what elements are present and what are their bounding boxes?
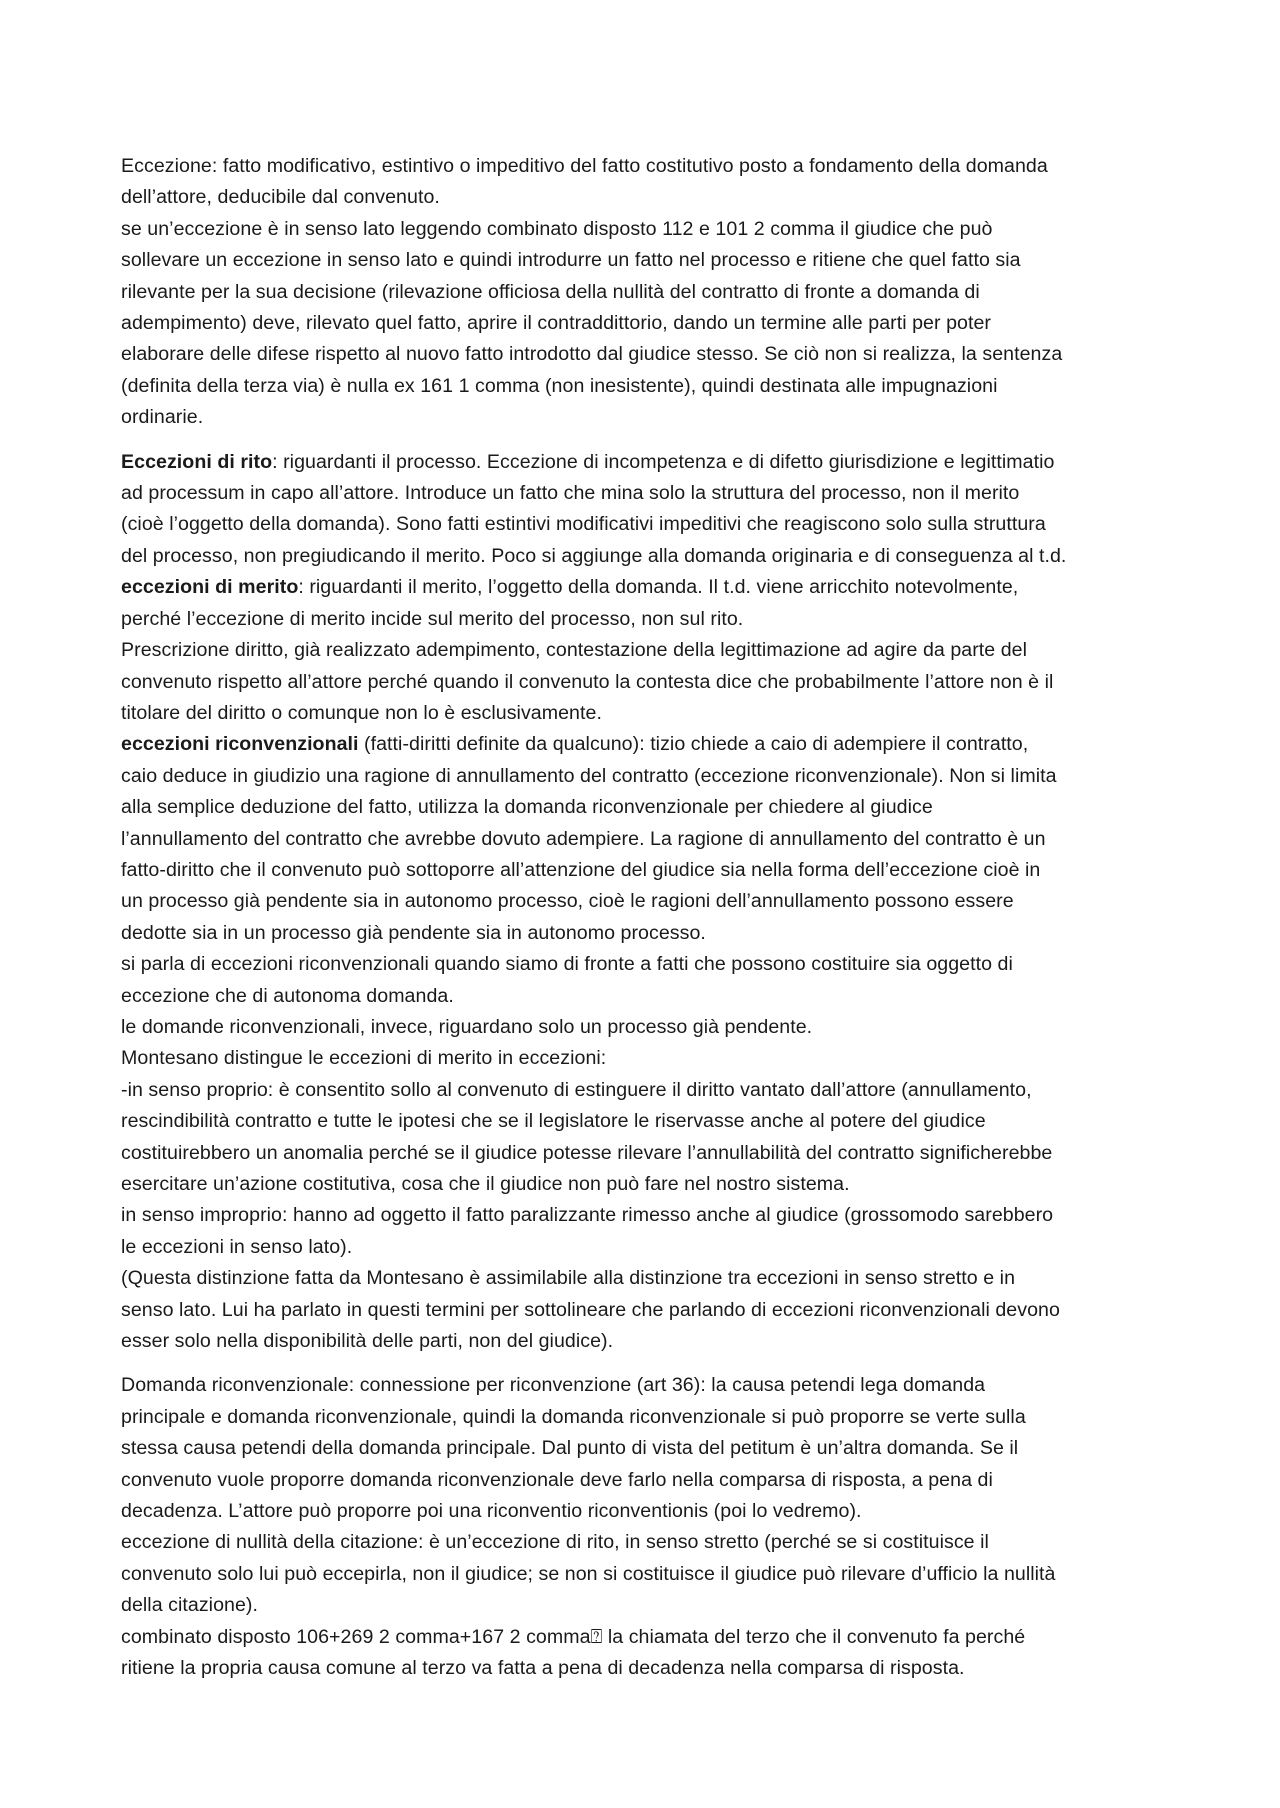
text-line <box>121 1043 1171 1074</box>
text-line <box>121 509 1171 540</box>
text-line <box>121 635 1171 666</box>
text-line <box>121 447 1171 478</box>
paragraph <box>121 151 1171 434</box>
text-line <box>121 1169 1171 1200</box>
text-line <box>121 1370 1171 1401</box>
text-run: se un’eccezione è in senso lato leggendo combinato disposto 112 e 101 2 comma il giudice che può <box>121 217 993 240</box>
text-line <box>121 1263 1171 1294</box>
text-line <box>121 824 1171 855</box>
text-line <box>121 698 1171 729</box>
text-line <box>121 151 1171 182</box>
text-run: Eccezione: fatto modificativo, estintivo o impeditivo del fatto costitutivo posto a fondamento della domanda <box>121 155 1048 177</box>
text-run: le domande riconvenzionali, invece, riguardano solo un processo già pendente. <box>121 1015 813 1038</box>
text-line <box>121 1106 1171 1137</box>
text-run: ordinarie. <box>121 406 204 429</box>
text-run: caio deduce in giudizio una ragione di annullamento del contratto (eccezione riconvenzionale). Non si limita <box>121 764 1057 787</box>
text-run: eccezione di nullità della citazione: è un’eccezione di rito, in senso stretto (perché se si costituisce il <box>121 1531 989 1554</box>
text-line <box>121 1590 1171 1621</box>
text-run: dedotte sia in un processo già pendente sia in autonomo processo. <box>121 921 706 944</box>
text-run: principale e domanda riconvenzionale, quindi la domanda riconvenzionale si può proporre se verte sulla <box>121 1405 1026 1428</box>
text-run: esercitare un’azione costitutiva, cosa che il giudice non può fare nel nostro sistema. <box>121 1173 850 1195</box>
text-run: (cioè l’oggetto della domanda). Sono fatti estintivi modificativi impeditivi che reagiscono solo sulla struttura <box>121 513 1046 536</box>
text-run: si parla di eccezioni riconvenzionali quando siamo di fronte a fatti che possono costituire sia oggetto di <box>121 953 1013 976</box>
text-line <box>121 1433 1171 1464</box>
text-run: -in senso proprio: è consentito sollo al convenuto di estinguere il diritto vantato dall’attore (annullamento, <box>121 1078 1032 1101</box>
paragraph <box>121 1370 1171 1684</box>
text-line <box>121 1496 1171 1527</box>
text-run: dell’attore, deducibile dal convenuto. <box>121 186 440 209</box>
text-line <box>121 1653 1171 1684</box>
text-line <box>121 855 1171 886</box>
text-run: adempimento) deve, rilevato quel fatto, aprire il contraddittorio, dando un termine alle parti per poter <box>121 312 991 335</box>
text-line <box>121 761 1171 792</box>
text-line <box>121 1559 1171 1590</box>
text-line <box>121 729 1171 760</box>
text-line <box>121 478 1171 509</box>
text-run: un processo già pendente sia in autonomo processo, cioè le ragioni dell’annullamento possono essere <box>121 890 1014 913</box>
text-line <box>121 1402 1171 1433</box>
bold-term: eccezioni riconvenzionali <box>121 733 359 756</box>
text-run: fatto-diritto che il convenuto può sottoporre all’attenzione del giudice sia nella forma dell’eccezione cioè in <box>121 858 1041 881</box>
text-line <box>121 792 1171 823</box>
text-run: decadenza. L’attore può proporre poi una riconventio riconventionis (poi lo vedremo). <box>121 1500 862 1523</box>
paragraph <box>121 447 1171 1358</box>
text-line <box>121 1012 1171 1043</box>
text-line <box>121 572 1171 603</box>
text-line <box>121 1622 1171 1653</box>
text-line <box>121 277 1171 308</box>
text-line <box>121 886 1171 917</box>
text-run: rescindibilità contratto e tutte le ipotesi che se il legislatore le riservasse anche al potere del giudice <box>121 1110 986 1133</box>
text-line <box>121 339 1171 370</box>
text-run: esser solo nella disponibilità delle parti, non del giudice). <box>121 1330 614 1353</box>
text-run: alla semplice deduzione del fatto, utilizza la domanda riconvenzionale per chiedere al giudice <box>121 796 933 819</box>
text-run: convenuto vuole proporre domanda riconvenzionale deve farlo nella comparsa di risposta, a pena di <box>121 1468 993 1491</box>
text-run: stessa causa petendi della domanda principale. Dal punto di vista del petitum è un’altra domanda. Se il <box>121 1437 1019 1460</box>
text-run: (fatti-diritti definite da qualcuno): tizio chiede a caio di adempiere il contratto, <box>358 733 1029 756</box>
text-run: Prescrizione diritto, già realizzato adempimento, contestazione della legittimazione ad agire da parte del <box>121 639 1028 662</box>
text-run: eccezione che di autonoma domanda. <box>121 984 454 1007</box>
text-run: : riguardanti il merito, l’oggetto della domanda. Il t.d. viene arricchito notevolmente, <box>298 576 1019 599</box>
bold-term: eccezioni di merito <box>121 576 299 599</box>
text-line <box>121 1326 1171 1357</box>
text-run: della citazione). <box>121 1594 258 1617</box>
text-run: titolare del diritto o comunque non lo è esclusivamente. <box>121 701 602 724</box>
text-run: in senso improprio: hanno ad oggetto il fatto paralizzante rimesso anche al giudice (grossomodo sarebbero <box>121 1204 1054 1227</box>
text-line <box>121 402 1171 433</box>
text-run: le eccezioni in senso lato). <box>121 1235 353 1258</box>
text-run: convenuto rispetto all’attore perché quando il convenuto la contesta dice che probabilmente l’attore non è il <box>121 670 1054 693</box>
text-run: del processo, non pregiudicando il merito. Poco si aggiunge alla domanda originaria e di conseguenza al t.d. <box>121 544 1067 567</box>
bold-term: Eccezioni di rito <box>121 450 273 473</box>
text-line <box>121 1527 1171 1558</box>
text-line <box>121 1200 1171 1231</box>
text-line <box>121 1138 1171 1169</box>
text-line <box>121 541 1171 572</box>
text-line <box>121 182 1171 213</box>
text-line <box>121 245 1171 276</box>
text-line <box>121 1295 1171 1326</box>
text-run: combinato disposto 106+269 2 comma+167 2 comma⍰ la chiamata del terzo che il convenuto fa perché <box>121 1625 1026 1648</box>
text-run: (Questa distinzione fatta da Montesano è assimilabile alla distinzione tra eccezioni in senso stretto e in <box>121 1267 1016 1290</box>
text-line <box>121 918 1171 949</box>
text-run: : riguardanti il processo. Eccezione di incompetenza e di difetto giurisdizione e legittimatio <box>272 450 1055 473</box>
text-run: convenuto solo lui può eccepirla, non il giudice; se non si costituisce il giudice può rilevare d’ufficio la nullità <box>121 1562 1056 1585</box>
text-line <box>121 371 1171 402</box>
text-line <box>121 308 1171 339</box>
text-run: sollevare un eccezione in senso lato e quindi introdurre un fatto nel processo e ritiene che quel fatto sia <box>121 249 1021 272</box>
text-run: Montesano distingue le eccezioni di merito in eccezioni: <box>121 1047 607 1070</box>
text-line <box>121 1232 1171 1263</box>
text-line <box>121 949 1171 980</box>
text-line <box>121 981 1171 1012</box>
text-line <box>121 1465 1171 1496</box>
text-run: ritiene la propria causa comune al terzo va fatta a pena di decadenza nella comparsa di risposta. <box>121 1657 965 1680</box>
document-page <box>121 151 1171 1685</box>
text-run: perché l’eccezione di merito incide sul merito del processo, non sul rito. <box>121 607 744 630</box>
text-line <box>121 1075 1171 1106</box>
text-run: l’annullamento del contratto che avrebbe dovuto adempiere. La ragione di annullamento del contratto è un <box>121 827 1046 850</box>
text-run: senso lato. Lui ha parlato in questi termini per sottolineare che parlando di eccezioni riconvenzionali devono <box>121 1298 1060 1321</box>
text-run: rilevante per la sua decisione (rilevazione officiosa della nullità del contratto di fronte a domanda di <box>121 280 980 303</box>
text-run: Domanda riconvenzionale: connessione per riconvenzione (art 36): la causa petendi lega domanda <box>121 1374 986 1397</box>
text-line <box>121 214 1171 245</box>
text-line <box>121 667 1171 698</box>
text-run: costituirebbero un anomalia perché se il giudice potesse rilevare l’annullabilità del contratto significherebbe <box>121 1141 1053 1164</box>
text-run: (definita della terza via) è nulla ex 161 1 comma (non inesistente), quindi destinata alle impugnazioni <box>121 374 998 397</box>
text-run: elaborare delle difese rispetto al nuovo fatto introdotto dal giudice stesso. Se ciò non si realizza, la sentenza <box>121 343 1063 366</box>
text-run: ad processum in capo all’attore. Introduce un fatto che mina solo la struttura del processo, non il merito <box>121 482 1020 505</box>
text-line <box>121 604 1171 635</box>
